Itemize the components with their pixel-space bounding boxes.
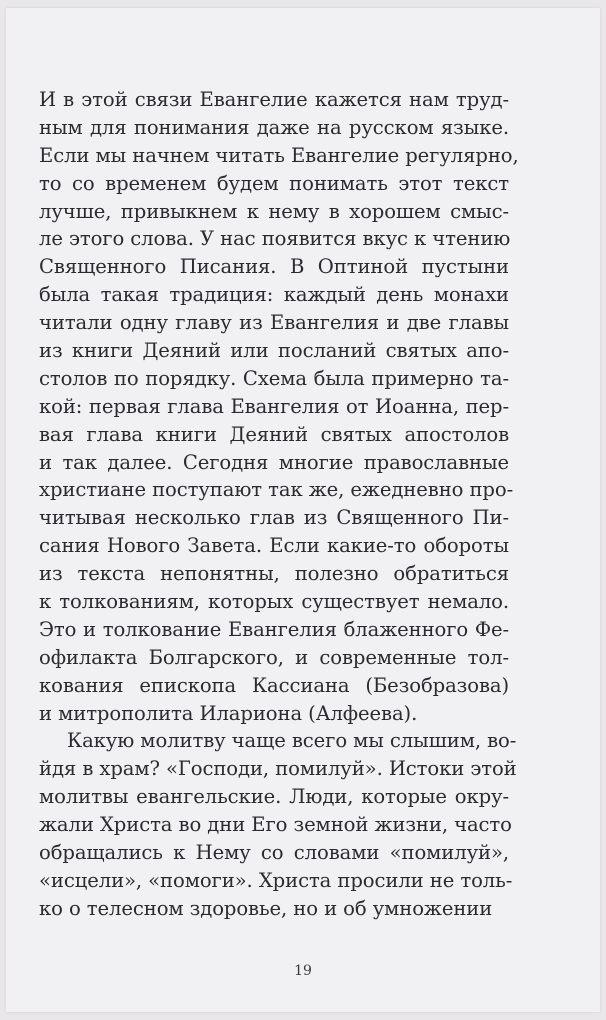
text-line: к толкованиям, которых существует немало. [39,590,509,614]
paragraph [39,86,519,727]
text-line: и так далее. Сегодня многие православные [39,450,509,474]
text-line: Священного Писания. В Оптиной пустыни [39,255,509,279]
text-line: ко о телесном здоровье, но и об умножении [39,896,493,920]
text-line: Это и толкование Евангелия блаженного Фе- [39,617,509,641]
text-line: Какую молитву чаще всего мы слышим, во- [67,729,517,753]
text-line: вая глава книги Деяний святых апостолов [39,422,509,446]
text-line: из текста непонятны, полезно обратиться [39,562,509,586]
text-line: молитвы евангельские. Люди, которые окру- [39,785,509,809]
text-line: жали Христа во дни Его земной жизни, часто [39,813,512,837]
text-line: читывая несколько глав из Священного Пи- [39,506,509,530]
text-line: ным для понимания даже на русском языке. [39,115,509,139]
text-line: обращались к Нему со словами «помилуй», [39,841,509,865]
text-line: читали одну главу из Евангелия и две главы [39,311,509,335]
text-line: И в этой связи Евангелие кажется нам труд- [39,88,509,111]
text-line: кой: первая глава Евангелия от Иоанна, пер- [39,394,509,418]
text-line: офилакта Болгарского, и современные тол- [39,645,509,669]
text-line: христиане поступают так же, ежедневно про- [39,478,514,502]
text-line: и митрополита Илариона (Алфеева). [39,701,418,725]
text-line: сания Нового Завета. Если какие-то обороты [39,534,509,558]
text-line: столов по порядку. Схема была примерно та- [39,366,509,390]
text-line: из книги Деяний или посланий святых апо- [39,339,509,363]
text-line: была такая традиция: каждый день монахи [39,283,509,307]
text-line: лучше, привыкнем к нему в хорошем смыс- [39,199,509,223]
paragraph [39,727,517,922]
text-line: ле этого слова. У нас появится вкус к чтению [39,227,511,251]
book-page [6,8,600,1012]
text-line: Если мы начнем читать Евангелие регулярно, [39,143,519,167]
text-line: «исцели», «помоги». Христа просили не толь- [39,868,513,892]
body-text [39,86,519,923]
text-line: кования епископа Кассиана (Безобразова) [39,673,509,697]
page-number: 19 [294,963,312,979]
text-line: то со временем будем понимать этот текст [39,171,509,195]
text-line: йдя в храм? «Господи, помилуй». Истоки этой [39,757,517,781]
